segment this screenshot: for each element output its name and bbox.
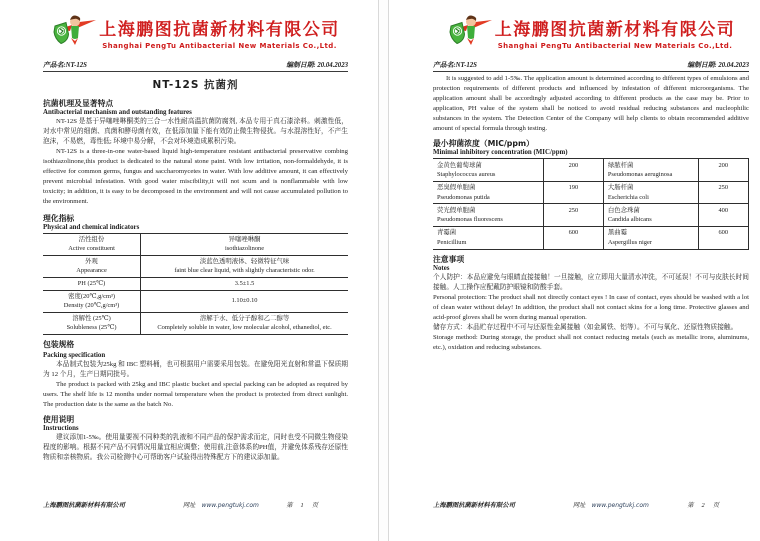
phys-value-en: Completely soluble in water, low molecular alcohol, ethanediol, etc. <box>157 323 332 331</box>
organism-cn: 绿脓杆菌 <box>607 161 634 169</box>
document-title: NT-12S 抗菌剂 <box>152 79 239 91</box>
compile-date-label: 编制日期: 20.04.2023 <box>286 62 348 69</box>
phys-label-en: Solubleness (25℃) <box>66 323 117 331</box>
compile-date-label: 编制日期: 20.04.2023 <box>687 62 749 69</box>
section-instructions-heading-cn: 使用说明 <box>43 415 75 425</box>
phys-label-cn: 活性组份 <box>78 235 105 243</box>
organism-en: Pseudomonas fluorescens <box>437 216 503 224</box>
phys-label-en: Active constituent <box>68 244 115 252</box>
table-row <box>433 159 749 182</box>
mic-value: 200 <box>698 159 749 182</box>
notes-personal-en: Personal protection: The product shall not directly contact eyes ! In case of contact, eyes should be washed with a lot of clean water without delay! In addition, the product shall not contact skins for a long time. Protective glasses and acid-proof gloves shall be worn during manual operation. <box>433 293 749 321</box>
phys-value-cn: 1.10±0.10 <box>231 297 258 305</box>
organism-en: Pseudomonas aeruginosa <box>607 171 673 179</box>
notes-personal-cn: 个人防护：本品应避免与眼睛直接接触！一旦接触，应立即用大量清水冲洗，不可延误！不可与皮肤长时间接触。人工操作应配戴防护眼镜和防酸手套。 <box>433 273 749 291</box>
page-no: 2 <box>701 502 705 509</box>
mascot-logo-icon <box>51 12 97 52</box>
page-suffix: 页 <box>712 502 719 509</box>
table-row <box>433 226 749 249</box>
phys-label-cn: PH (25℃) <box>77 279 106 287</box>
mic-value: 200 <box>543 159 603 182</box>
section-physical-heading-cn: 理化指标 <box>43 214 75 224</box>
table-row <box>43 291 348 313</box>
table-row <box>43 313 348 335</box>
organism-cn: 青霉菌 <box>437 229 457 237</box>
phys-label-cn: 密度(20℃,g/cm³) <box>68 292 115 300</box>
company-header <box>433 12 749 52</box>
organism-en: Pseudomonas putida <box>437 193 490 201</box>
packing-paragraph-cn: 本品制式包装为25kg 和 IBC 塑料桶，也可根据用户需要采用包装。在避免阳光直射和常温下保质期为 12 个月，生产日期同批号。 <box>43 361 348 379</box>
packing-paragraph-en: The product is packed with 25kg and IBC plastic bucket and special packing can be adopted as required by users. The shelf life is 12 months under normal temperature when the product is protected from direct sunlight. The production date is the same as the batch No. <box>43 381 348 409</box>
section-notes-heading-cn: 注意事项 <box>433 254 465 264</box>
physical-indicators-table <box>43 233 348 335</box>
page-suffix: 页 <box>311 502 318 509</box>
company-name-cn: 上海鹏图抗菌新材料有限公司 <box>99 19 340 40</box>
footer-company: 上海鹏图抗菌新材料有限公司 <box>43 502 125 509</box>
mascot-logo-icon <box>447 12 493 52</box>
organism-en: Aspergillus niger <box>607 238 652 246</box>
phys-value-cn: 异噻唑啉酮 <box>228 235 261 243</box>
section-mic-heading-en: Minimal inhibitory concentration (MIC/ppm) <box>433 149 568 157</box>
section-mic-heading-cn: 最小抑菌浓度（MIC/ppm） <box>433 139 534 149</box>
section-notes-heading-en: Notes <box>433 264 450 272</box>
product-name-label: 产品名:NT-12S <box>43 62 87 69</box>
table-row <box>43 256 348 278</box>
organism-en: Staphylococcus aureus <box>437 171 496 179</box>
instructions-paragraph-en: It is suggested to add 1-5‰. The application amount is determined according to different types of emulsions and protection requirements of different products and influenced by infestation of different microorganisms. The application amount shall be accordingly adjusted according to different products as the case may be. Prior to application, PH value of the system shall be noticed to avoid residual reducing substances and nucleophilic substances in the system. The Detection Center of the Company will help clients to obtain recommended additive amount of special formula through testing. <box>433 75 749 133</box>
mic-value: 190 <box>543 181 603 204</box>
mic-table <box>433 158 749 249</box>
organism-cn: 大肠杆菌 <box>607 184 634 192</box>
mechanism-paragraph-en: NT-12S is a three-in-one water-based liquid high-temperature resistant antibacterial preservative combing isothiazolinone,this product is dedicated to the natural stone paint. With low irritation, non-formaldehyde, it is effective for common germs, fungus and saccharomycetes in water. With low additive amount, it can effectively prevent microbial infestation. With good water miscibility,it will not scum and is nonflammable with low toxicity; in addition, it is easy to be decomposed in the environment and will not cause accumulated pollution to the environment. <box>43 148 348 206</box>
phys-value-cn: 溶解于水、低分子醇和乙二醇等 <box>199 314 290 322</box>
footer-page-number <box>683 500 723 509</box>
table-row <box>43 234 348 256</box>
company-name-cn: 上海鹏图抗菌新材料有限公司 <box>494 19 736 40</box>
organism-cn: 白色念珠菌 <box>607 206 640 214</box>
phys-value-en: faint blue clear liquid, with slightly characteristic odor. <box>174 266 315 274</box>
organism-cn: 荧光假单胞菌 <box>437 206 476 214</box>
phys-label-en: Density (20℃,g/cm³) <box>63 301 120 309</box>
page-no: 1 <box>300 502 304 509</box>
mic-value: 250 <box>543 204 603 227</box>
mic-value: 600 <box>698 226 749 249</box>
product-name-label: 产品名:NT-12S <box>433 62 477 69</box>
company-name-en: Shanghai PengTu Antibacterial New Materials Co.,Ltd. <box>497 41 733 50</box>
notes-storage-cn: 储存方式：本品贮存过程中不可与还原性金属接触（如金属铁、铝等）。不可与氧化、还原性物质接触。 <box>433 323 738 331</box>
section-packing-heading-en: Packing specification <box>43 352 106 360</box>
section-physical-heading-en: Physical and chemical indicators <box>43 224 140 232</box>
mic-value: 400 <box>698 204 749 227</box>
phys-label-cn: 外观 <box>85 257 98 265</box>
mic-value: 600 <box>543 226 603 249</box>
section-mechanism-heading-cn: 抗菌机理及显著特点 <box>43 99 114 108</box>
phys-label-cn: 溶解性 (25℃) <box>72 314 111 322</box>
mechanism-paragraph-cn: NT-12S 是基于异噻唑啉酮类的三合一水性耐高温抗菌防腐剂, 本品专用于真石漆涂料。刺激性低，对水中常见的细菌、真菌和酵母菌有效，在低添加量下能有效防止微生物侵扰。与水混溶性好，不产生泡沫，不易燃，毒性低; 环境中易分解，不会对环境造成累积污染。 <box>43 118 348 146</box>
organism-en: Candida albicans <box>607 216 652 224</box>
footer-site-label: 网址 <box>182 502 196 509</box>
page-prefix: 第 <box>687 502 694 509</box>
instructions-paragraph-cn: 建议添加1-5‰。使用量要视不同种类的乳液和不同产品的保护需求而定，同时也受不同微生物侵染程度的影响。根据不同产品不同情况用量宜相应调整；使用前,注意体系的PH值，并避免体系残存还原性物质和亲核物质。我公司检测中心可帮助客户试验得出特殊配方下的建议添加量。 <box>43 434 348 462</box>
organism-en: Penicillium <box>437 238 467 246</box>
organism-cn: 黑曲霉 <box>607 229 628 237</box>
organism-cn: 恶臭假单胞菌 <box>437 184 476 192</box>
phys-label-en: Appearance <box>76 266 107 274</box>
page-2 <box>388 0 760 541</box>
footer-site-label: 网址 <box>572 502 586 509</box>
table-row <box>43 278 348 291</box>
section-instructions-heading-en: Instructions <box>43 425 79 433</box>
organism-en: Escherichia coli <box>607 193 649 201</box>
footer-company: 上海鹏图抗菌新材料有限公司 <box>433 502 515 509</box>
page-footer <box>433 500 749 509</box>
mic-value: 250 <box>698 181 749 204</box>
phys-value-en: isothiazolinone <box>225 244 265 252</box>
page-footer <box>43 500 348 509</box>
section-packing-heading-cn: 包装规格 <box>43 340 75 350</box>
table-row <box>433 204 749 227</box>
page-1 <box>0 0 379 541</box>
table-row <box>433 181 749 204</box>
organism-cn: 金黄色葡萄球菌 <box>437 161 482 169</box>
doc-meta-row <box>43 59 348 72</box>
footer-page-number <box>282 500 322 509</box>
company-name-en: Shanghai PengTu Antibacterial New Materials Co.,Ltd. <box>102 41 337 50</box>
section-mechanism-heading-en: Antibacterial mechanism and outstanding features <box>43 109 192 116</box>
footer-url: www.pengtukj.com <box>201 502 259 509</box>
footer-url: www.pengtukj.com <box>591 502 649 509</box>
page-prefix: 第 <box>286 502 293 509</box>
phys-value-cn: 淡蓝色透明液体、轻微特征气味 <box>199 257 290 265</box>
doc-meta-row <box>433 59 749 72</box>
notes-storage-en: Storage method: During storage, the product shall not contact reducing metals (such as metallic irons, aluminums, etc.), oxidation and reducing substances. <box>433 333 749 351</box>
phys-value-cn: 3.5±1.5 <box>234 279 255 287</box>
company-header <box>43 12 348 52</box>
